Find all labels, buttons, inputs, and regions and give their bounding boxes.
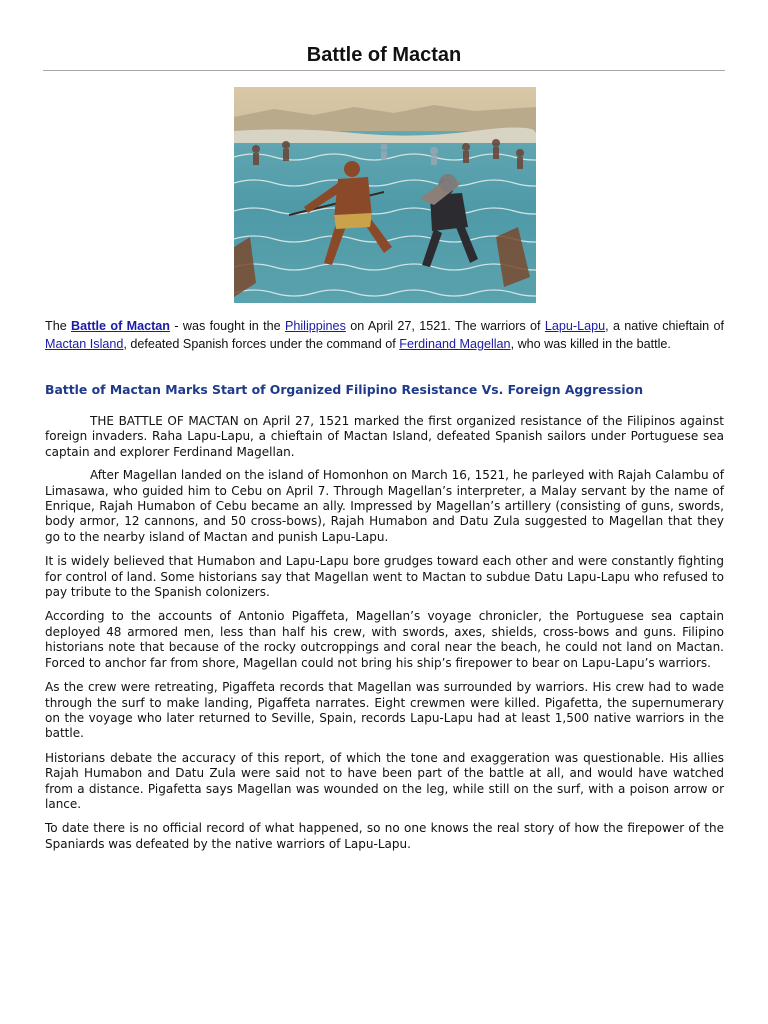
body-paragraph: According to the accounts of Antonio Pigaffeta, Magellan’s voyage chronicler, the Portuguese sea captain deployed 48 armored men, less than half his crew, with swords, axes, shields, cross-bows and guns. Filipino historians note that because of the rocky outcroppings and coral near the beach, he could not land on Mactan. Forced to anchor far from shore, Magellan could not bring his ship’s firepower to bear on Lapu-Lapu’s warriors. bbox=[45, 609, 724, 670]
body-paragraph: To date there is no official record of what happened, so no one knows the real story of how the firepower of the Spaniards was defeated by the native warriors of Lapu-Lapu. bbox=[45, 821, 724, 851]
mactan-island-link[interactable]: Mactan Island bbox=[45, 336, 124, 351]
section-heading: Battle of Mactan Marks Start of Organized Filipino Resistance Vs. Foreign Aggression bbox=[45, 382, 644, 397]
intro-text: - was fought in the bbox=[170, 319, 285, 333]
battle-of-mactan-link[interactable]: Battle of Mactan bbox=[71, 319, 170, 333]
intro-text: , a native chieftain of bbox=[605, 319, 725, 333]
intro-text: The bbox=[45, 319, 72, 333]
lapu-lapu-link[interactable]: Lapu-Lapu bbox=[544, 319, 606, 333]
intro-text: , who was killed in the battle. bbox=[510, 336, 671, 351]
ferdinand-magellan-link[interactable]: Ferdinand Magellan bbox=[399, 336, 511, 351]
body-paragraph: As the crew were retreating, Pigaffeta records that Magellan was surrounded by warriors. His crew had to wade through the surf to make landing, Pigaffeta narrates. Eight crewmen were killed. Pigafetta, the supernumerary on the voyage who later returned to Seville, Spain, records Lapu-Lapu had at least 1,500 native warriors in the battle. bbox=[45, 680, 724, 741]
battle-painting bbox=[234, 87, 536, 303]
article-body bbox=[45, 414, 724, 861]
intro-text: on April 27, 1521. The warriors of bbox=[345, 319, 545, 333]
body-paragraph: After Magellan landed on the island of Homonhon on March 16, 1521, he parleyed with Rajah Calambu of Limasawa, who guided him to Cebu on April 7. Through Magellan’s interpreter, a Malay servant by the name of Enrique, Rajah Humabon of Cebu became an ally. Impressed by Magellan’s artillery (consisting of guns, swords, body armor, 12 cannons, and 50 cross-bows), Rajah Humabon and Datu Zula suggested to Magellan that they go to the nearby island of Mactan and punish Lapu-Lapu. bbox=[45, 468, 724, 544]
body-paragraph: It is widely believed that Humabon and Lapu-Lapu bore grudges toward each other and were constantly fighting for control of land. Some historians say that Magellan went to Mactan to subdue Datu Lapu-Lapu who refused to pay tribute to the Spanish colonizers. bbox=[45, 554, 724, 600]
philippines-link[interactable]: Philippines bbox=[284, 319, 346, 333]
intro-text: , defeated Spanish forces under the command of bbox=[123, 336, 400, 351]
body-paragraph: Historians debate the accuracy of this report, of which the tone and exaggeration was questionable. His allies Rajah Humabon and Datu Zula were said not to have been part of the battle at all, and would have watched from a distance. Pigafetta says Magellan was wounded on the leg, while still on the surf, with a poison arrow or lance. bbox=[45, 750, 724, 811]
title-divider bbox=[43, 70, 725, 71]
intro-paragraph bbox=[45, 318, 724, 353]
page-title: Battle of Mactan bbox=[306, 44, 462, 66]
body-paragraph: THE BATTLE OF MACTAN on April 27, 1521 marked the first organized resistance of the Filipinos against foreign invaders. Raha Lapu-Lapu, a chieftain of Mactan Island, defeated Spanish sailors under Portuguese sea captain and explorer Ferdinand Magellan. bbox=[45, 414, 724, 459]
